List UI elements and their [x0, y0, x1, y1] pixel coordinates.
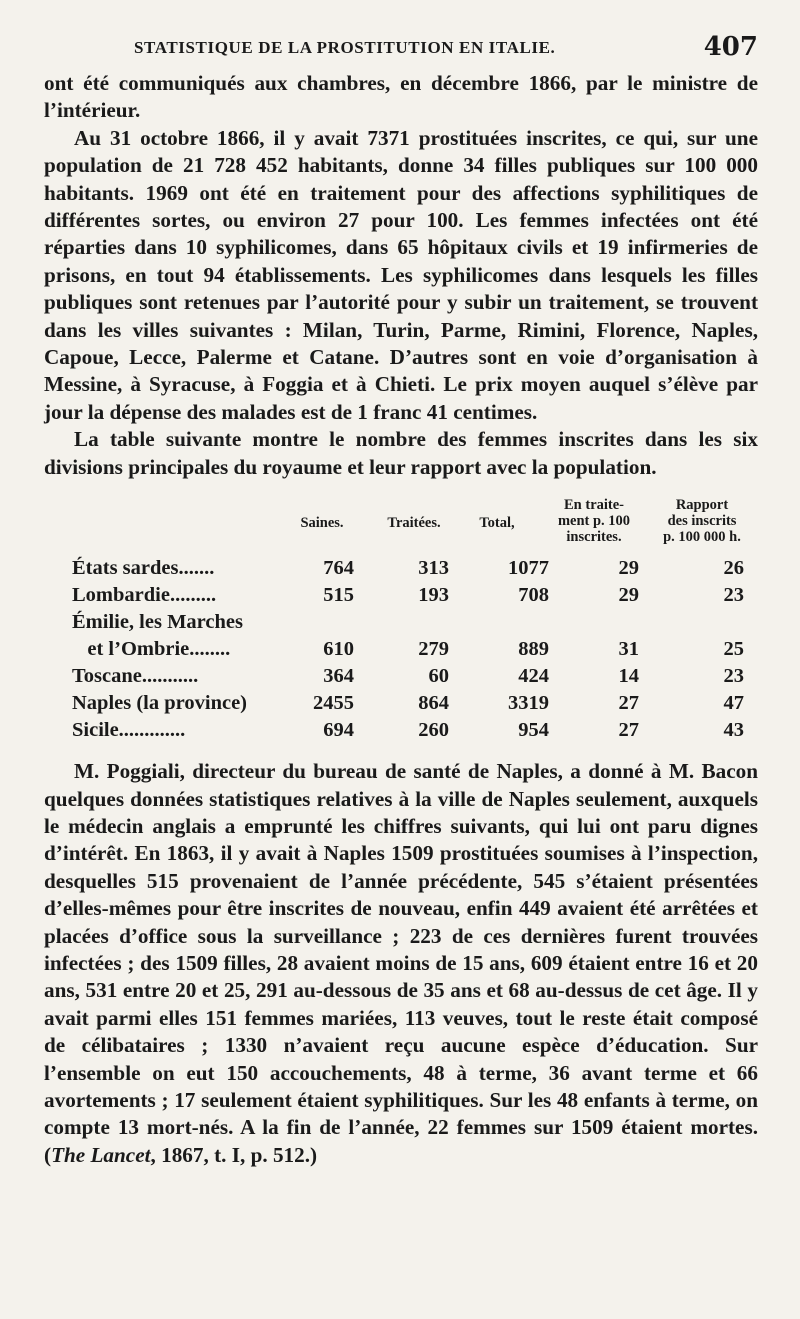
cell-total: 889 — [518, 638, 549, 661]
cell-traitees: 313 — [418, 557, 449, 580]
header-rapport — [644, 497, 760, 545]
row-label: Sicile............. — [72, 719, 186, 742]
table-row — [44, 663, 758, 690]
cell-total: 3319 — [508, 692, 549, 715]
table-row — [44, 582, 758, 609]
table-row — [44, 717, 758, 744]
row-label: Toscane........... — [72, 665, 199, 688]
row-label: Naples (la province) — [72, 692, 248, 715]
cell-traitees: 279 — [418, 638, 449, 661]
cell-rapport: 23 — [723, 584, 744, 607]
header-en-traitement-line2: ment p. 100 — [557, 513, 631, 530]
table-body — [44, 555, 758, 744]
cell-pct: 27 — [618, 719, 639, 742]
row-label: Émilie, les Marches — [72, 611, 243, 634]
paragraph-1: ont été communiqués aux chambres, en décembre 1866, par le ministre de l’intérieur. — [44, 71, 758, 123]
table-row — [44, 690, 758, 717]
cell-rapport: 23 — [723, 665, 744, 688]
cell-total: 424 — [518, 665, 549, 688]
header-en-traitement-line1: En traite- — [564, 497, 624, 514]
table-row — [44, 636, 758, 663]
cell-traitees: 193 — [418, 584, 449, 607]
row-label: et l’Ombrie........ — [72, 638, 231, 661]
citation-rest: , 1867, t. I, p. 512.) — [150, 1142, 318, 1167]
page-header — [44, 28, 758, 68]
table-row — [44, 609, 758, 636]
cell-pct: 27 — [618, 692, 639, 715]
cell-traitees: 260 — [418, 719, 449, 742]
cell-rapport: 26 — [723, 557, 744, 580]
citation-title: The Lancet — [51, 1142, 151, 1167]
paragraph-2: Au 31 octobre 1866, il y avait 7371 prostituées inscrites, ce qui, sur une population de 21 728 452 habitants, donne 34 filles publiques sur 100 000 habitants. 1969 ont été en traitement pour des affections syphilitiques de différentes sortes, ou environ 27 pour 100. Les femmes infectées ont été réparties dans 10 syphilicomes, dans 65 hôpitaux civils et 19 infirmeries de prisons, en tout 94 établissements. Les syphilicomes dans lesquels les filles publiques sont retenues par l’autorité pour y subir un traitement, se trouvent dans les villes suivantes : Milan, Turin, Parme, Rimini, Florence, Naples, Capoue, Lecce, Palerme et Catane. D’autres sont en voie d’organisation à Messine, à Syracuse, à Foggia et à Chieti. Le prix moyen auquel s’élève par jour la dépense des malades est de 1 franc 41 centimes. — [44, 125, 758, 424]
cell-saines: 364 — [323, 665, 354, 688]
citation-open: ( — [44, 1142, 52, 1167]
running-title: STATISTIQUE DE LA PROSTITUTION EN ITALIE. — [134, 38, 556, 57]
table-header — [44, 493, 758, 555]
cell-saines: 610 — [323, 638, 354, 661]
cell-pct: 29 — [618, 584, 639, 607]
cell-pct: 31 — [618, 638, 639, 661]
paragraph-table-intro: La table suivante montre le nombre des femmes inscrites dans les six divisions principales du royaume et leur rapport avec la population. — [44, 427, 758, 479]
page-number: 407 — [703, 32, 758, 62]
header-en-traitement-line3: inscrites. — [566, 529, 622, 546]
header-en-traitement — [534, 497, 654, 545]
paragraph-poggiali — [44, 758, 758, 1169]
cell-pct: 29 — [618, 557, 639, 580]
cell-traitees: 864 — [418, 692, 449, 715]
cell-rapport: 43 — [723, 719, 744, 742]
row-label: États sardes....... — [72, 557, 215, 580]
header-traitees: Traitées. — [387, 515, 441, 532]
cell-traitees: 60 — [428, 665, 449, 688]
cell-rapport: 25 — [723, 638, 744, 661]
header-saines: Saines. — [300, 515, 344, 532]
header-rapport-line3: p. 100 000 h. — [663, 529, 741, 546]
cell-saines: 2455 — [313, 692, 354, 715]
cell-total: 708 — [518, 584, 549, 607]
row-label: Lombardie......... — [72, 584, 217, 607]
header-rapport-line1: Rapport — [675, 497, 729, 514]
cell-saines: 764 — [323, 557, 354, 580]
cell-rapport: 47 — [723, 692, 744, 715]
cell-total: 954 — [518, 719, 549, 742]
paragraph-poggiali-text: M. Poggiali, directeur du bureau de santé de Naples, a donné à M. Bacon quelques données statistiques relatives à la ville de Naples seulement, auxquels le médecin anglais a emprunté les chiffres suivants, qui lui ont paru dignes d’intérêt. En 1863, il y avait à Naples 1509 prostituées soumises à l’inspection, desquelles 515 provenaient de l’année précédente, 545 s’étaient présentées d’elles-mêmes pour être inscrites de nouveau, enfin 449 avaient été arrêtées et placées d’office sous la surveillance ; 223 de ces dernières furent trouvées infectées ; des 1509 filles, 28 avaient moins de 15 ans, 609 étaient entre 16 et 20 ans, 531 entre 20 et 25, 291 au-dessous de 35 ans et 68 au-dessus de cet âge. Il y avait parmi elles 151 femmes mariées, 113 veuves, tout le reste était composé de célibataires ; 1330 n’avaient reçu aucune espèce d’éducation. Sur l’ensemble on eut 150 accouchements, 48 à terme, 36 avant terme et 66 avortements ; 17 seulement étaient syphilitiques. Sur les 48 enfants à terme, on compte 13 mort-nés. A la fin de l’année, 22 femmes sur 1509 étaient mortes. — [44, 759, 758, 1140]
cell-saines: 694 — [323, 719, 354, 742]
header-total: Total, — [479, 515, 515, 532]
header-rapport-line2: des inscrits — [667, 513, 737, 530]
statistics-table — [44, 493, 758, 744]
cell-saines: 515 — [323, 584, 354, 607]
table-row — [44, 555, 758, 582]
cell-total: 1077 — [508, 557, 549, 580]
cell-pct: 14 — [618, 665, 639, 688]
